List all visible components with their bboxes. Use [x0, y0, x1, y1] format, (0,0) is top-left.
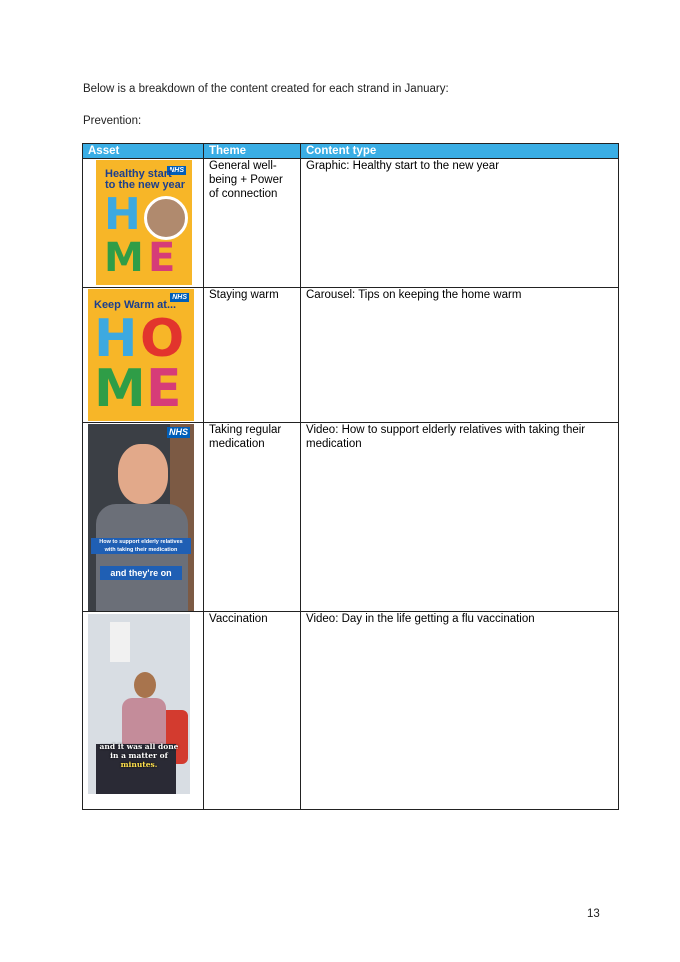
video-caption: [91, 538, 191, 554]
header-theme: Theme: [204, 144, 301, 159]
medication-video-thumbnail: [88, 424, 194, 611]
nhs-logo: NHS: [169, 167, 184, 174]
letter-e: E: [148, 235, 176, 281]
asset-cell: [83, 159, 204, 288]
nhs-logo: NHS: [168, 427, 188, 437]
poster-title: [105, 169, 185, 191]
table-row: [83, 612, 619, 810]
poster-title: Keep Warm at...: [94, 299, 177, 311]
poster-title-line: Healthy start: [105, 168, 172, 180]
content-cell: Video: Day in the life getting a flu vaccination: [301, 612, 619, 810]
table-row: [83, 159, 619, 288]
header-asset: Asset: [83, 144, 204, 159]
table-row: [83, 423, 619, 612]
photo-circle: [144, 196, 188, 240]
intro-text: Below is a breakdown of the content created for each strand in January:: [83, 83, 449, 95]
content-table: [82, 143, 619, 810]
subtitle-line: minutes.: [120, 760, 158, 769]
content-cell: Graphic: Healthy start to the new year: [301, 159, 619, 288]
theme-cell: Taking regular medication: [204, 423, 301, 612]
letter-m: M: [104, 235, 144, 281]
video-subtitle: and they're on: [100, 566, 182, 580]
theme-cell: General well-being + Power of connection: [204, 159, 301, 288]
patient-head: [134, 672, 156, 698]
table-header-row: [83, 144, 619, 159]
caption-line: How to support elderly relatives: [99, 539, 183, 545]
poster-title-line: to the new year: [105, 179, 186, 191]
content-cell: Carousel: Tips on keeping the home warm: [301, 288, 619, 423]
asset-cell: [83, 612, 204, 810]
video-subtitle: [88, 742, 190, 769]
patient-body: [122, 698, 166, 744]
caption-line: with taking their medication: [104, 547, 178, 553]
letter-e: E: [146, 359, 182, 419]
section-heading: Prevention:: [83, 115, 142, 127]
letter-h: H: [104, 189, 141, 240]
header-content-type: Content type: [301, 144, 619, 159]
wall-board: [110, 622, 130, 662]
letter-o: O: [140, 309, 185, 369]
table-row: [83, 288, 619, 423]
letter-h: H: [94, 309, 138, 369]
subtitle-line: and it was all done: [99, 742, 179, 751]
asset-cell: [83, 423, 204, 612]
nhs-logo: NHS: [172, 294, 187, 301]
vaccination-video-thumbnail: [88, 614, 190, 794]
healthy-start-poster: [96, 160, 192, 285]
keep-warm-poster: [88, 289, 194, 421]
asset-cell: [83, 288, 204, 423]
presenter-jacket: [96, 504, 188, 611]
theme-cell: Staying warm: [204, 288, 301, 423]
presenter: [118, 444, 168, 504]
page-number: 13: [587, 908, 600, 920]
content-cell: Video: How to support elderly relatives with taking their medication: [301, 423, 619, 612]
letter-m: M: [94, 359, 146, 419]
subtitle-line: in a matter of: [110, 751, 168, 760]
theme-cell: Vaccination: [204, 612, 301, 810]
